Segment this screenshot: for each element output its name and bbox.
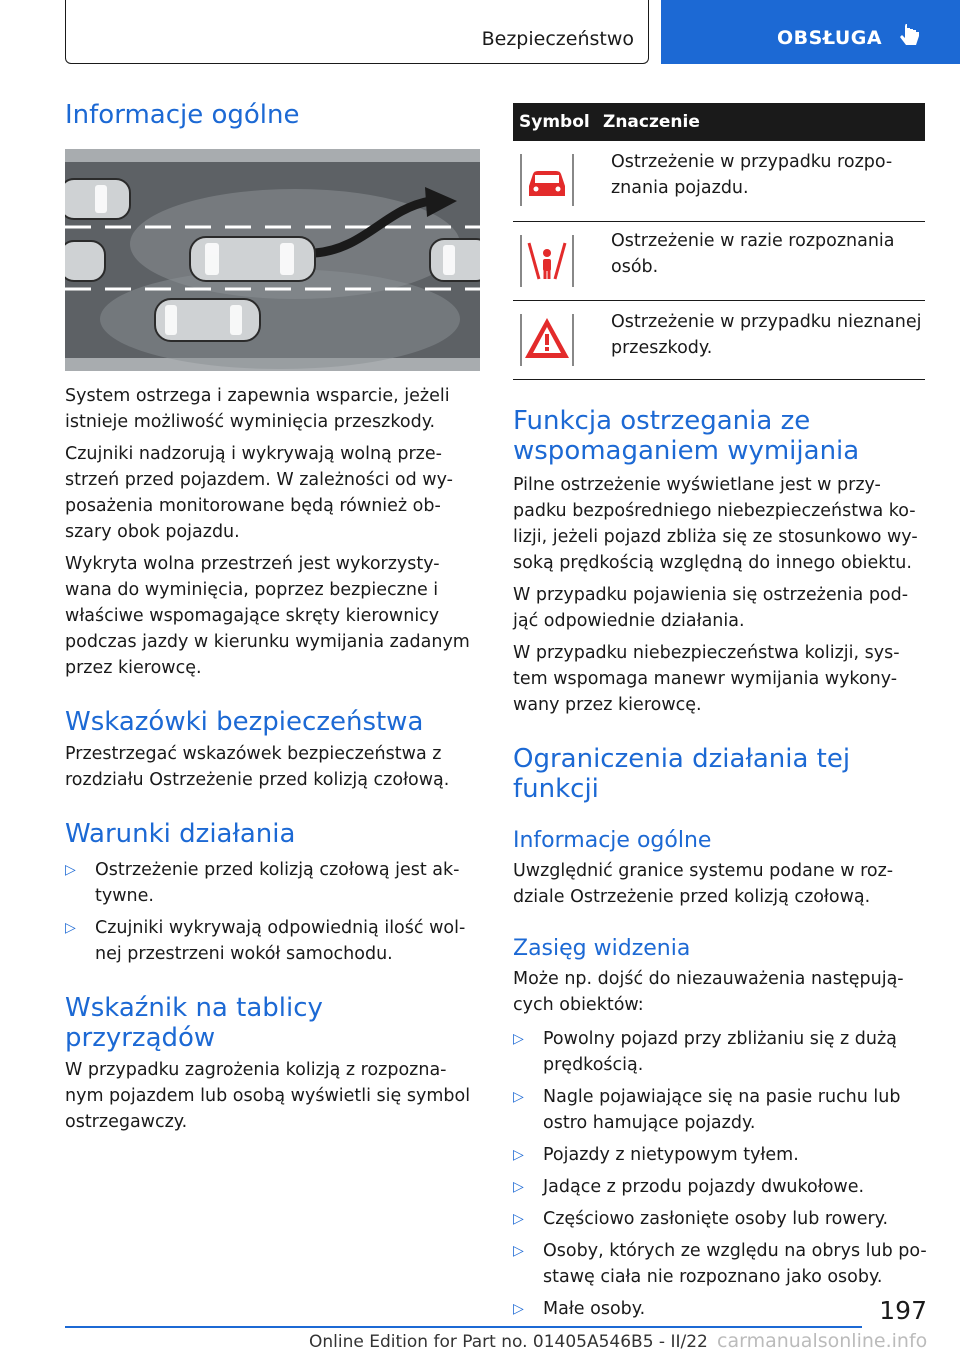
- list-item: ▷ Ostrzeżenie przed kolizją czołową jest ak-tywne.: [65, 857, 480, 909]
- safety-paragraph: Przestrzegać wskazówek bezpieczeństwa z rozdziału Ostrzeżenie przed kolizją czołową.: [65, 744, 450, 790]
- heading-limits: Ograniczenia działania tej funkcji: [513, 744, 851, 804]
- list-item: ▷ Nagle pojawiające się na pasie ruchu lub ostro hamujące pojazdy.: [513, 1084, 928, 1136]
- heading-safety: Wskazówki bezpieczeństwa: [65, 707, 424, 737]
- watermark: carmanualsonline.info: [717, 1330, 928, 1352]
- triangle-warning-icon: [519, 312, 575, 368]
- list-item: ▷ Osoby, których ze względu na obrys lub po-stawę ciała nie rozpoznano jako osoby.: [513, 1238, 928, 1290]
- triangle-bullet-icon: ▷: [513, 1179, 524, 1195]
- header-tab[interactable]: [661, 0, 960, 64]
- header-section-title: Bezpieczeństwo: [481, 28, 634, 50]
- footer-divider: [65, 1326, 862, 1328]
- car-warning-icon: [519, 152, 575, 208]
- left-column: [65, 100, 480, 1135]
- triangle-bullet-icon: ▷: [65, 920, 76, 936]
- general-paragraph-1: System ostrzega i zapewnia wsparcie, jeżeli istnieje możliwość wyminięcia przeszkody.: [65, 386, 450, 432]
- page-number: 197: [879, 1296, 927, 1325]
- triangle-bullet-icon: ▷: [513, 1147, 524, 1163]
- person-warning-icon: [519, 233, 575, 289]
- general2-paragraph: Uwzględnić granice systemu podane w roz-dziale Ostrzeżenie przed kolizją czołową.: [513, 861, 894, 907]
- heading-function: Funkcja ostrzegania ze wspomaganiem wymijania: [513, 406, 860, 466]
- right-column: [513, 103, 928, 1322]
- evasion-assist-illustration: [65, 149, 480, 371]
- function-paragraph-2: W przypadku pojawienia się ostrzeżenia pod-jąć odpowiednie działania.: [513, 585, 909, 631]
- footer-edition: Online Edition for Part no. 01405A546B5 - II/22: [309, 1332, 708, 1352]
- list-item: ▷ Pojazdy z nietypowym tyłem.: [513, 1142, 928, 1168]
- table-row: [513, 222, 925, 301]
- triangle-bullet-icon: ▷: [513, 1301, 524, 1317]
- table-cell-meaning: Ostrzeżenie w przypadku nieznanej przeszkody.: [597, 301, 925, 380]
- range-paragraph: Może np. dojść do niezauważenia następują-cych obiektów:: [513, 969, 904, 1015]
- table-row: [513, 301, 925, 380]
- heading-general-2: Informacje ogólne: [513, 828, 712, 853]
- triangle-bullet-icon: ▷: [513, 1031, 524, 1047]
- indicator-paragraph: W przypadku zagrożenia kolizją z rozpozna-nym pojazdem lub osobą wyświetli się symbol ostrzegawczy.: [65, 1060, 471, 1132]
- list-item: ▷ Małe osoby.: [513, 1296, 928, 1322]
- list-item: ▷ Powolny pojazd przy zbliżaniu się z dużą prędkością.: [513, 1026, 928, 1078]
- heading-range: Zasięg widzenia: [513, 936, 691, 961]
- triangle-bullet-icon: ▷: [513, 1089, 524, 1105]
- table-cell-meaning: Ostrzeżenie w przypadku rozpo-znania pojazdu.: [597, 141, 925, 222]
- table-header-symbol: Symbol: [513, 103, 597, 141]
- hand-pointer-icon: [899, 24, 921, 50]
- general-paragraph-2: Czujniki nadzorują i wykrywają wolną prze-strzeń przed pojazdem. W zależności od wy-posażenia monitorowane będą również ob-szary obok pojazdu.: [65, 444, 453, 542]
- general-paragraph-3: Wykryta wolna przestrzeń jest wykorzysty-wana do wyminięcia, poprzez bezpieczne i właściwe wspomagające skręty kierownicy podczas jazdy w kierunku wymijania zadanym przez kierowcę.: [65, 554, 470, 678]
- list-item: ▷ Czujniki wykrywają odpowiednią ilość wol-nej przestrzeni wokół samochodu.: [65, 915, 480, 967]
- heading-general: Informacje ogólne: [65, 100, 300, 130]
- table-header-meaning: Znaczenie: [597, 103, 925, 141]
- list-item: ▷ Częściowo zasłonięte osoby lub rowery.: [513, 1206, 928, 1232]
- triangle-bullet-icon: ▷: [513, 1243, 524, 1259]
- table-row: [513, 141, 925, 222]
- header-section-box: [65, 0, 649, 64]
- heading-conditions: Warunki działania: [65, 819, 296, 849]
- function-paragraph-3: W przypadku niebezpieczeństwa kolizji, sys-tem wspomaga manewr wymijania wykony-wany przez kierowcę.: [513, 643, 900, 715]
- function-paragraph-1: Pilne ostrzeżenie wyświetlane jest w przy-padku bezpośredniego niebezpieczeństwa ko-lizji, jeżeli pojazd zbliża się ze stosunkowo wy-soką prędkością względną do innego obiektu.: [513, 475, 918, 573]
- header-tab-label: OBSŁUGA: [777, 27, 883, 49]
- symbol-table: [513, 103, 925, 380]
- list-item: ▷ Jadące z przodu pojazdy dwukołowe.: [513, 1174, 928, 1200]
- triangle-bullet-icon: ▷: [65, 862, 76, 878]
- table-cell-meaning: Ostrzeżenie w razie rozpoznania osób.: [597, 222, 925, 301]
- triangle-bullet-icon: ▷: [513, 1211, 524, 1227]
- heading-indicator: Wskaźnik na tablicy przyrządów: [65, 993, 323, 1053]
